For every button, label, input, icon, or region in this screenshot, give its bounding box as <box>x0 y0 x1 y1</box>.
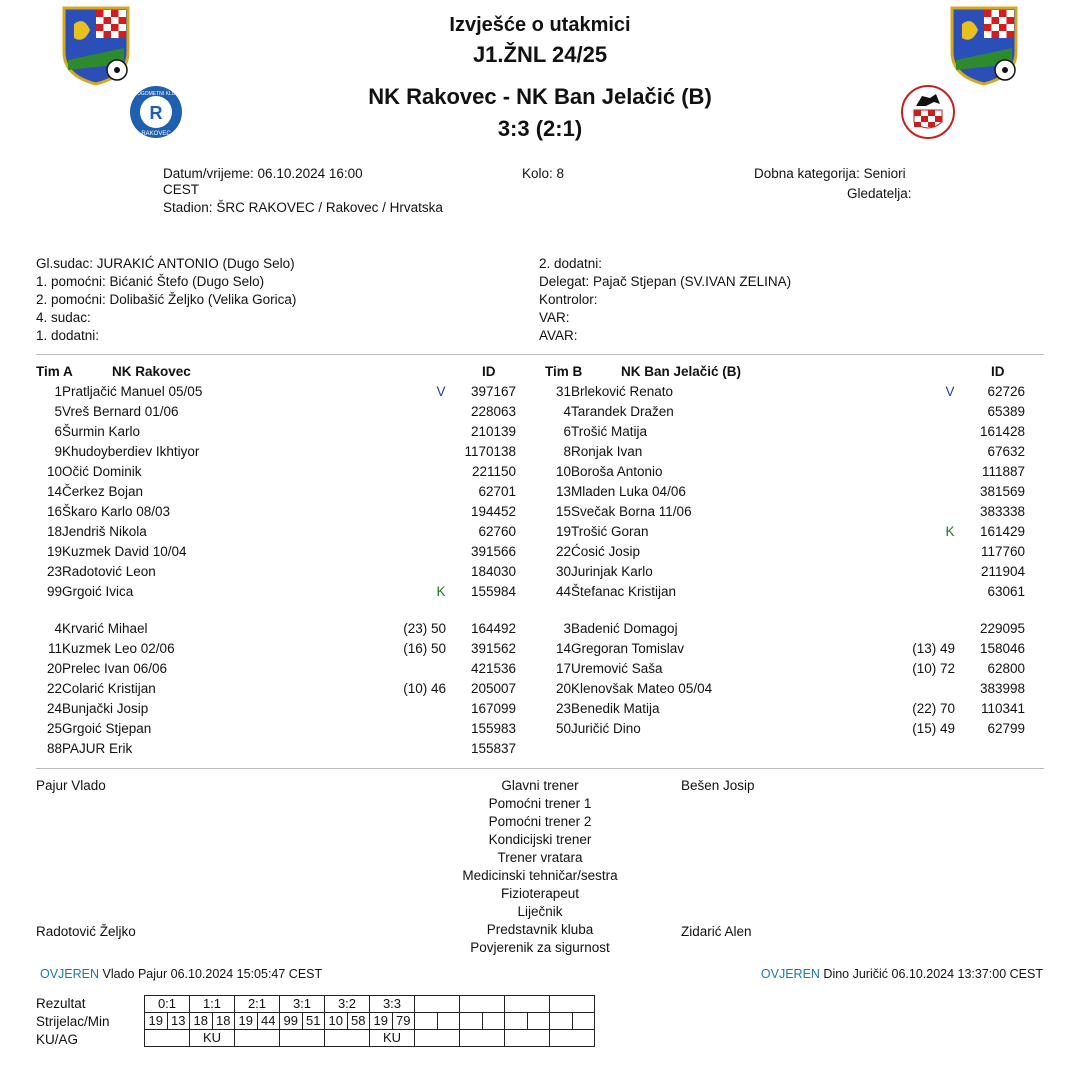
player-number: 19 <box>46 544 62 559</box>
player-name: Bunjački Josip <box>62 701 149 716</box>
player-id: 383338 <box>979 504 1025 519</box>
player-number: 22 <box>555 544 571 559</box>
player-number: 6 <box>563 424 571 439</box>
player-id: 229095 <box>979 621 1025 636</box>
player-id: 194452 <box>470 504 516 519</box>
player-id: 155983 <box>470 721 516 736</box>
staff-role: Pomoćni trener 2 <box>488 814 592 829</box>
player-number: 1 <box>54 384 62 399</box>
result-cell <box>460 996 505 1013</box>
scorer-row <box>145 1013 595 1030</box>
player-name: Kuzmek Leo 02/06 <box>62 641 175 656</box>
player-name: Šurmin Karlo <box>62 424 141 439</box>
report-title: Izvješće o utakmici <box>449 14 631 36</box>
verified-status-left: OVJEREN <box>40 967 100 981</box>
player-number: 99 <box>46 584 62 599</box>
player-name: Boroša Antonio <box>571 464 663 479</box>
scorer-minute-cell <box>527 1013 550 1030</box>
player-name: Škaro Karlo 08/03 <box>62 504 171 519</box>
player-name: Grgoić Ivica <box>62 584 134 599</box>
player-id: 158046 <box>979 641 1025 656</box>
player-number: 14 <box>555 641 571 656</box>
scorer-number-cell: 99 <box>280 1013 303 1030</box>
result-cell <box>550 996 595 1013</box>
official-line: VAR: <box>539 310 570 325</box>
scorer-minute-cell: 44 <box>257 1013 280 1030</box>
player-number: 11 <box>47 641 62 656</box>
player-number: 15 <box>555 504 571 519</box>
captain-mark: K <box>436 584 446 599</box>
result-cell <box>415 996 460 1013</box>
player-id: 1170138 <box>464 444 516 459</box>
player-number: 18 <box>46 524 62 539</box>
player-number: 3 <box>563 621 571 636</box>
player-name: Mladen Luka 04/06 <box>571 484 686 499</box>
player-name: Uremović Saša <box>571 661 663 676</box>
player-number: 6 <box>54 424 62 439</box>
player-name: Brleković Renato <box>571 384 674 399</box>
official-line: 1. dodatni: <box>36 328 100 343</box>
player-name: Benedik Matija <box>571 701 660 716</box>
player-number: 23 <box>555 701 571 716</box>
kuag-cell <box>325 1030 370 1047</box>
player-number: 25 <box>46 721 62 736</box>
scorer-minute-cell: 13 <box>167 1013 190 1030</box>
staff-role: Predstavnik kluba <box>486 922 594 937</box>
player-number: 19 <box>555 524 571 539</box>
player-name: Prelec Ivan 06/06 <box>62 661 168 676</box>
scorer-minute-cell <box>572 1013 595 1030</box>
player-id: 381569 <box>979 484 1025 499</box>
player-number: 22 <box>46 681 62 696</box>
player-id: 62799 <box>987 721 1025 736</box>
player-number: 88 <box>46 741 62 756</box>
player-id: 421536 <box>470 661 516 676</box>
team-b-name: NK Ban Jelačić (B) <box>621 364 742 379</box>
substitution-info: (13) 49 <box>912 641 955 656</box>
staff-role: Glavni trener <box>501 778 579 793</box>
player-id: 111887 <box>981 464 1025 479</box>
team-b-representative: Zidarić Alen <box>681 924 752 939</box>
scorer-number-cell <box>460 1013 483 1030</box>
captain-mark: K <box>945 524 955 539</box>
kuag-cell <box>280 1030 325 1047</box>
scorer-minute-cell: 51 <box>302 1013 325 1030</box>
divider-top <box>36 354 1044 355</box>
player-number: 4 <box>563 404 571 419</box>
player-number: 20 <box>46 661 62 676</box>
official-line: 4. sudac: <box>36 310 91 325</box>
player-number: 23 <box>46 564 62 579</box>
official-line: 2. pomoćni: Dolibašić Željko (Velika Gorica) <box>36 292 297 307</box>
official-line: Delegat: Pajač Stjepan (SV.IVAN ZELINA) <box>539 274 792 289</box>
official-line: 2. dodatni: <box>539 256 603 271</box>
kuag-row <box>145 1030 595 1047</box>
player-id: 383998 <box>979 681 1025 696</box>
staff-role: Kondicijski trener <box>488 832 592 847</box>
player-name: Radotović Leon <box>62 564 156 579</box>
player-id: 67632 <box>987 444 1025 459</box>
player-id: 155984 <box>470 584 516 599</box>
player-name: Krvarić Mihael <box>62 621 148 636</box>
player-id: 184030 <box>470 564 516 579</box>
competition-title: J1.ŽNL 24/25 <box>472 42 608 67</box>
player-id: 62800 <box>987 661 1025 676</box>
staff-role: Medicinski tehničar/sestra <box>462 868 618 883</box>
scorer-number-cell: 19 <box>370 1013 393 1030</box>
nk-ban-jelacic-logo-icon <box>900 84 956 140</box>
round-field: Kolo: 8 <box>522 166 565 181</box>
kuag-cell: KU <box>190 1030 235 1047</box>
scorer-label: Strijelac/Min <box>36 1014 110 1029</box>
scorer-number-cell <box>550 1013 573 1030</box>
team-a-name: NK Rakovec <box>112 364 191 379</box>
scorer-minute-cell: 18 <box>212 1013 235 1030</box>
player-name: Svečak Borna 11/06 <box>571 504 692 519</box>
staff-role: Povjerenik za sigurnost <box>470 940 610 955</box>
scorer-minute-cell <box>482 1013 505 1030</box>
staff-role: Pomoćni trener 1 <box>488 796 592 811</box>
player-name: Juričić Dino <box>571 721 641 736</box>
player-name: Štefanac Kristijan <box>571 584 677 599</box>
player-id: 205007 <box>470 681 516 696</box>
player-name: Trošić Goran <box>571 524 649 539</box>
player-number: 10 <box>46 464 62 479</box>
nk-rakovec-logo-icon <box>128 84 184 140</box>
staff-role: Liječnik <box>517 904 563 919</box>
player-number: 9 <box>54 444 62 459</box>
team-b-label: Tim B <box>545 364 583 379</box>
match-score: 3:3 (2:1) <box>497 116 583 141</box>
goalkeeper-mark: V <box>945 384 955 399</box>
player-name: Očić Dominik <box>62 464 142 479</box>
kuag-cell <box>415 1030 460 1047</box>
timezone-text: CEST <box>163 182 200 197</box>
official-line: 1. pomoćni: Bićanić Štefo (Dugo Selo) <box>36 274 265 289</box>
player-id: 397167 <box>470 384 516 399</box>
scorer-number-cell <box>415 1013 438 1030</box>
player-id: 221150 <box>471 464 516 479</box>
player-id: 65389 <box>987 404 1025 419</box>
result-cell: 2:1 <box>235 996 280 1013</box>
player-id: 391562 <box>470 641 516 656</box>
player-id: 62726 <box>987 384 1025 399</box>
scorer-number-cell: 10 <box>325 1013 348 1030</box>
player-name: Ćosić Josip <box>571 544 641 559</box>
player-number: 30 <box>555 564 571 579</box>
result-cell: 3:2 <box>325 996 370 1013</box>
stadium-field: Stadion: ŠRC RAKOVEC / Rakovec / Hrvatska <box>163 200 443 215</box>
goalkeeper-mark: V <box>436 384 446 399</box>
substitution-info: (23) 50 <box>403 621 446 636</box>
match-title: NK Rakovec - NK Ban Jelačić (B) <box>368 84 712 109</box>
team-b-head-coach: Bešen Josip <box>681 778 755 793</box>
player-name: Kuzmek David 10/04 <box>62 544 187 559</box>
player-number: 20 <box>555 681 571 696</box>
team-a-head-coach: Pajur Vlado <box>36 778 106 793</box>
player-number: 44 <box>555 584 571 599</box>
official-line: Gl.sudac: JURAKIĆ ANTONIO (Dugo Selo) <box>36 256 295 271</box>
verification-left: OVJEREN Vlado Pajur 06.10.2024 15:05:47 CEST <box>40 967 323 981</box>
kuag-cell: KU <box>370 1030 415 1047</box>
player-id: 164492 <box>470 621 516 636</box>
county-crest-right-icon <box>948 4 1020 86</box>
official-line: AVAR: <box>539 328 578 343</box>
player-name: Grgoić Stjepan <box>62 721 152 736</box>
age-category-field: Dobna kategorija: Seniori <box>754 166 906 181</box>
substitution-info: (22) 70 <box>912 701 955 716</box>
result-cell: 3:3 <box>370 996 415 1013</box>
player-id: 211904 <box>980 564 1025 579</box>
scorer-number-cell: 19 <box>145 1013 168 1030</box>
player-name: Jurinjak Karlo <box>571 564 653 579</box>
divider-middle <box>36 768 1044 769</box>
substitution-info: (16) 50 <box>403 641 446 656</box>
team-a-label: Tim A <box>36 364 73 379</box>
county-crest-left-icon <box>60 4 132 86</box>
player-name: Jendriš Nikola <box>62 524 147 539</box>
kuag-label: KU/AG <box>36 1032 79 1047</box>
player-name: Tarandek Dražen <box>571 404 674 419</box>
result-row <box>145 996 595 1013</box>
player-id: 167099 <box>470 701 516 716</box>
scorer-number-cell <box>505 1013 528 1030</box>
player-id: 117760 <box>980 544 1025 559</box>
player-name: Trošić Matija <box>571 424 648 439</box>
substitution-info: (10) 72 <box>912 661 955 676</box>
result-label: Rezultat <box>36 996 86 1011</box>
player-id: 228063 <box>470 404 516 419</box>
scorer-number-cell: 18 <box>190 1013 213 1030</box>
kuag-cell <box>460 1030 505 1047</box>
player-id: 110341 <box>980 701 1025 716</box>
staff-role: Fizioterapeut <box>500 886 580 901</box>
rakovec-logo-letter: R <box>149 103 163 123</box>
official-line: Kontrolor: <box>539 292 598 307</box>
verified-status-right: OVJEREN <box>760 967 820 981</box>
player-name: Klenovšak Mateo 05/04 <box>571 681 713 696</box>
kuag-cell <box>235 1030 280 1047</box>
result-cell: 3:1 <box>280 996 325 1013</box>
team-b-id-header: ID <box>991 364 1005 379</box>
player-name: Gregoran Tomislav <box>571 641 685 656</box>
result-table <box>144 995 595 1047</box>
substitution-info: (15) 49 <box>912 721 955 736</box>
scorer-minute-cell: 79 <box>392 1013 415 1030</box>
player-name: Čerkez Bojan <box>62 484 144 499</box>
rakovec-logo-top-text: NOGOMETNI KLUB <box>133 91 179 97</box>
player-id: 161429 <box>979 524 1025 539</box>
player-number: 14 <box>46 484 62 499</box>
kuag-cell <box>550 1030 595 1047</box>
player-name: Pratljačić Manuel 05/05 <box>62 384 203 399</box>
spectators-field: Gledatelja: <box>847 186 912 201</box>
player-id: 62760 <box>478 524 516 539</box>
team-a-representative: Radotović Željko <box>36 924 136 939</box>
scorer-minute-cell <box>437 1013 460 1030</box>
player-number: 50 <box>555 721 571 736</box>
substitution-info: (10) 46 <box>403 681 446 696</box>
player-number: 5 <box>54 404 62 419</box>
player-number: 8 <box>563 444 571 459</box>
player-id: 62701 <box>478 484 516 499</box>
player-number: 13 <box>555 484 571 499</box>
kuag-cell <box>505 1030 550 1047</box>
verification-right: OVJEREN Dino Juričić 06.10.2024 13:37:00 CEST <box>760 967 1043 981</box>
rakovec-logo-bottom-text: RAKOVEC <box>141 131 171 137</box>
kuag-cell <box>145 1030 190 1047</box>
result-cell: 0:1 <box>145 996 190 1013</box>
player-name: PAJUR Erik <box>62 741 133 756</box>
player-id: 155837 <box>470 741 516 756</box>
scorer-number-cell: 19 <box>235 1013 258 1030</box>
scorer-minute-cell: 58 <box>347 1013 370 1030</box>
player-number: 24 <box>46 701 62 716</box>
player-number: 4 <box>54 621 62 636</box>
player-id: 161428 <box>979 424 1025 439</box>
datetime-field: Datum/vrijeme: 06.10.2024 16:00 <box>163 166 363 181</box>
player-number: 10 <box>555 464 571 479</box>
player-name: Badenić Domagoj <box>571 621 678 636</box>
player-id: 210139 <box>470 424 516 439</box>
player-name: Vreš Bernard 01/06 <box>62 404 179 419</box>
player-name: Ronjak Ivan <box>571 444 643 459</box>
player-name: Colarić Kristijan <box>62 681 156 696</box>
player-number: 16 <box>46 504 62 519</box>
player-id: 391566 <box>470 544 516 559</box>
player-number: 31 <box>555 384 571 399</box>
player-name: Khudoyberdiev Ikhtiyor <box>62 444 200 459</box>
result-cell <box>505 996 550 1013</box>
player-number: 17 <box>555 661 571 676</box>
player-id: 63061 <box>987 584 1025 599</box>
staff-role: Trener vratara <box>497 850 583 865</box>
team-a-id-header: ID <box>482 364 496 379</box>
result-cell: 1:1 <box>190 996 235 1013</box>
